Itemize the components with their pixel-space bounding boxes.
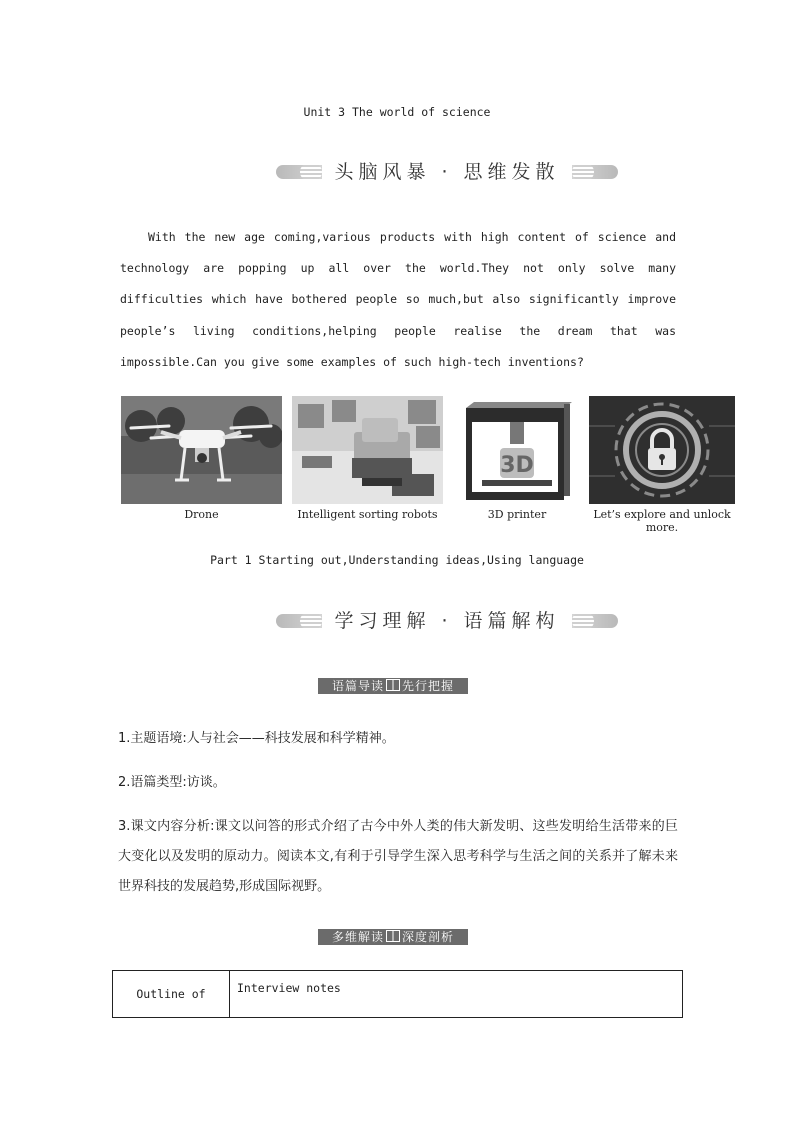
caption-robots: Intelligent sorting robots (297, 508, 438, 521)
robots-photo (292, 396, 443, 504)
reading-guide-tag (318, 678, 468, 694)
caption-printer: 3D printer (487, 508, 547, 521)
book-icon (386, 679, 400, 691)
intro-text: With the new age coming,various products with high content of science and technology are popping up all over the world.They not only solve many difficulties which have bothered people so much,but also significantly improve people’s living conditions,helping people realise the dream that was impossible.Can you give some examples of such high-tech inventions? (120, 230, 676, 369)
item-1: 1.主题语境:人与社会——科技发展和科学精神。 (118, 731, 395, 746)
outline-table (112, 970, 683, 1018)
unit-title: Unit 3 The world of science (303, 105, 491, 119)
analysis-tag-left: 多维解读 (331, 930, 384, 944)
analysis-tag (318, 929, 468, 945)
table-cell-outline: Outline of (113, 971, 230, 1017)
book-icon (386, 930, 400, 942)
study-banner-label: 学习理解 · 语篇解构 (322, 609, 572, 633)
study-banner (276, 609, 618, 633)
item-3: 3.课文内容分析:课文以问答的形式介绍了古今中外人类的伟大新发明、这些发明给生活带来的巨大变化以及发明的原动力。阅读本文,有利于引导学生深入思考科学与生活之间的关系并了解未来世界科技的发展趋势,形成国际视野。 (118, 819, 678, 894)
item-2: 2.语篇类型:访谈。 (118, 775, 226, 790)
analysis-tag-right: 深度剖析 (402, 930, 455, 944)
intro-paragraph (120, 222, 676, 378)
table-cell-notes: Interview notes (237, 981, 341, 995)
drone-photo (121, 396, 282, 504)
brainstorm-banner (276, 160, 618, 184)
svg-text:3D: 3D (500, 453, 534, 478)
reading-guide-tag-right: 先行把握 (402, 679, 455, 693)
caption-padlock: Let’s explore and unlock more. (593, 508, 731, 534)
padlock-photo (589, 396, 735, 504)
reading-guide-tag-left: 语篇导读 (331, 679, 384, 693)
printer-photo (460, 396, 574, 504)
caption-drone: Drone (184, 508, 219, 521)
part-title: Part 1 Starting out,Understanding ideas,Using language (210, 553, 584, 567)
brainstorm-banner-label: 头脑风暴 · 思维发散 (322, 160, 572, 184)
